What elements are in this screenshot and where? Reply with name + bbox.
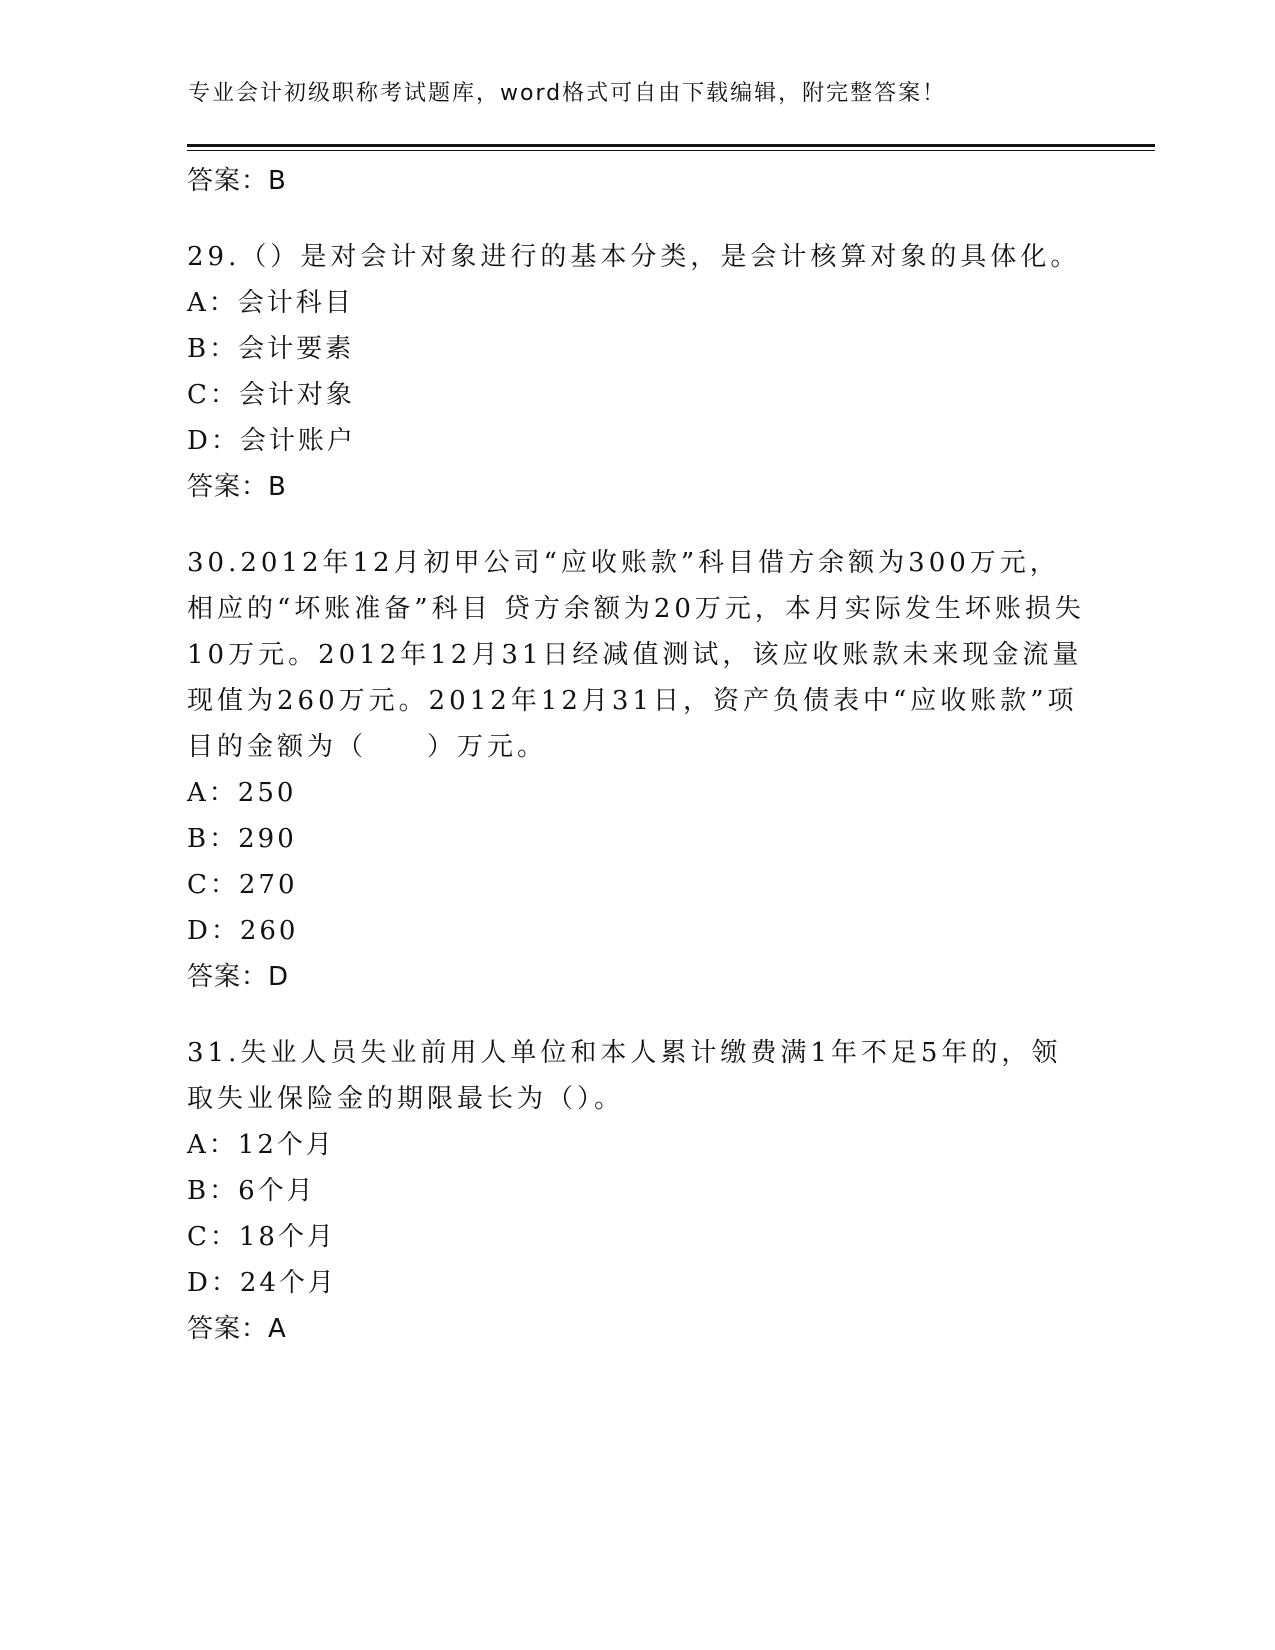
option-b: B：290 xyxy=(187,824,297,854)
option-a: A：会计科目 xyxy=(187,288,354,318)
option-d: D：24个月 xyxy=(187,1268,337,1298)
option-d: D：260 xyxy=(187,916,299,946)
header-rule-thin xyxy=(187,150,1155,151)
option-b: B：会计要素 xyxy=(187,334,355,364)
question-stem: 29.（）是对会计对象进行的基本分类，是会计核算对象的具体化。 xyxy=(187,242,1081,272)
question-stem: 31.失业人员失业前用人单位和本人累计缴费满1年不足5年的，领取失业保险金的期限最长为（）。 xyxy=(187,1038,1062,1114)
document-body xyxy=(187,158,1087,1352)
page-header: 专业会计初级职称考试题库，word格式可自由下载编辑，附完整答案！ xyxy=(188,81,947,106)
question-29 xyxy=(187,234,1087,510)
question-answer: 答案：D xyxy=(187,962,290,992)
option-a: A：12个月 xyxy=(187,1130,335,1160)
question-31 xyxy=(187,1030,1087,1352)
option-a: A：250 xyxy=(187,778,297,808)
option-c: C：会计对象 xyxy=(187,380,355,410)
option-c: C：270 xyxy=(187,870,298,900)
question-answer: 答案：B xyxy=(187,472,287,502)
question-answer: 答案：A xyxy=(187,1314,287,1344)
option-d: D：会计账户 xyxy=(187,426,356,456)
option-c: C：18个月 xyxy=(187,1222,336,1252)
question-30 xyxy=(187,540,1087,1000)
header-rule-thick xyxy=(187,144,1155,147)
previous-answer: 答案：B xyxy=(187,166,287,196)
question-stem: 30.2012年12月初甲公司“应收账款”科目借方余额为300万元，相应的“坏账准备”科目 贷方余额为20万元，本月实际发生坏账损失10万元。2012年12月31日经减值测试，该应收账款未来现金流量现值为260万元。2012年12月31日，资产负债表中“应收账款”项目的金额为（ ）万元。 xyxy=(187,548,1085,762)
option-b: B：6个月 xyxy=(187,1176,316,1206)
